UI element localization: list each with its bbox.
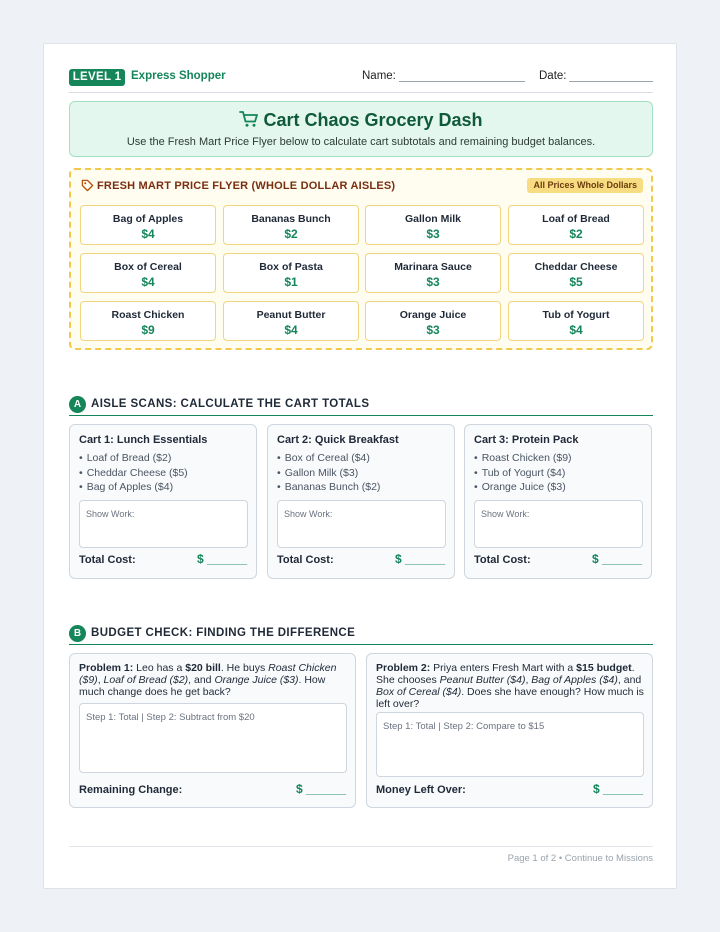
total-cost-label: Total Cost: <box>474 554 531 566</box>
flyer-item <box>223 205 359 245</box>
flyer-item-price: $4 <box>284 323 298 337</box>
problem-text <box>376 662 644 710</box>
problem-item: Peanut Butter ($4) <box>439 674 526 686</box>
flyer-item-name: Marinara Sauce <box>394 261 472 273</box>
section-b-header <box>69 625 653 645</box>
flyer-item-price: $4 <box>141 227 155 241</box>
flyer-item <box>508 301 644 341</box>
problem-item: Box of Cereal ($4) <box>376 686 462 698</box>
name-label: Name: <box>362 70 396 82</box>
shopping-cart-icon <box>239 110 259 128</box>
flyer-item-name: Bag of Apples <box>112 213 184 225</box>
cart-item: • Tub of Yogurt ($4) <box>474 466 572 481</box>
total-cost-label: Total Cost: <box>79 554 136 566</box>
answer-blank[interactable]: $ ______ <box>592 782 643 796</box>
cart-item: • Bag of Apples ($4) <box>79 480 188 495</box>
flyer-item <box>365 253 501 293</box>
flyer-item-price: $3 <box>426 227 440 241</box>
flyer-item-name: Gallon Milk <box>404 213 461 225</box>
page-title: Cart Chaos Grocery Dash <box>263 110 483 130</box>
problem-amount: $20 bill <box>185 662 221 674</box>
problem-label: Problem 2: <box>376 662 431 674</box>
problem-item: Roast Chicken ($9) <box>79 662 337 686</box>
flyer-item-name: Peanut Butter <box>256 309 326 321</box>
show-work-box[interactable] <box>474 500 643 548</box>
total-cost-blank[interactable]: $ ______ <box>591 552 642 566</box>
show-work-box[interactable] <box>79 500 248 548</box>
date-label: Date: <box>539 70 567 82</box>
problem-text <box>79 662 347 698</box>
cart-item-list <box>277 451 380 495</box>
page-footer-text: Page 1 of 2 • Continue to Missions <box>507 853 653 864</box>
flyer-item-name: Box of Pasta <box>259 261 323 273</box>
problem-amount: $15 budget <box>576 662 632 674</box>
flyer-item-price: $3 <box>426 275 440 289</box>
flyer-item <box>80 301 216 341</box>
section-b-title: BUDGET CHECK: FINDING THE DIFFERENCE <box>91 627 356 639</box>
problem-text-part: . He buys <box>220 662 269 674</box>
show-work-label: Show Work: <box>284 509 333 519</box>
section-b-badge: B <box>69 625 86 642</box>
problem-item: Bag of Apples ($4) <box>531 674 618 686</box>
flyer-item <box>80 205 216 245</box>
total-cost-label: Total Cost: <box>277 554 334 566</box>
show-work-label: Show Work: <box>481 509 530 519</box>
work-area-box[interactable] <box>376 712 644 777</box>
flyer-item <box>80 253 216 293</box>
problem-text-part: , <box>97 674 104 686</box>
cart-card-3 <box>464 424 652 579</box>
problem-card-1 <box>69 653 356 808</box>
problem-text-part: , and <box>188 674 215 686</box>
problem-card-2 <box>366 653 653 808</box>
show-work-label: Show Work: <box>86 509 135 519</box>
problem-text-part: . Does she have enough? How much is left over? <box>376 686 644 710</box>
flyer-item-price: $4 <box>141 275 155 289</box>
flyer-item-name: Roast Chicken <box>111 309 185 321</box>
section-a-title: AISLE SCANS: CALCULATE THE CART TOTALS <box>91 398 370 410</box>
section-a-badge: A <box>69 396 86 413</box>
level-badge: LEVEL 1 <box>69 69 125 86</box>
flyer-title: FRESH MART PRICE FLYER (WHOLE DOLLAR AISLES) <box>97 180 396 192</box>
flyer-item <box>223 301 359 341</box>
flyer-item-name: Box of Cereal <box>114 261 182 273</box>
flyer-item-price: $3 <box>426 323 440 337</box>
flyer-price-note-badge: All Prices Whole Dollars <box>527 178 643 193</box>
cart-title: Cart 2: Quick Breakfast <box>277 434 399 446</box>
flyer-item-price: $1 <box>284 275 298 289</box>
problem-item: Orange Juice ($3) <box>214 674 299 686</box>
answer-label: Money Left Over: <box>376 784 466 796</box>
flyer-item-price: $9 <box>141 323 155 337</box>
page-subtitle: Use the Fresh Mart Price Flyer below to calculate cart subtotals and remaining budget balances. <box>126 136 596 148</box>
cart-title: Cart 3: Protein Pack <box>474 434 579 446</box>
cart-item-list <box>474 451 572 495</box>
problem-text-part: , and <box>617 674 642 686</box>
answer-label: Remaining Change: <box>79 784 183 796</box>
total-cost-blank[interactable]: $ ______ <box>196 552 247 566</box>
cart-item: • Loaf of Bread ($2) <box>79 451 188 466</box>
cart-item: • Roast Chicken ($9) <box>474 451 572 466</box>
flyer-item-name: Bananas Bunch <box>251 213 331 225</box>
flyer-item-name: Cheddar Cheese <box>534 261 618 273</box>
cart-item: • Gallon Milk ($3) <box>277 466 380 481</box>
flyer-item <box>365 301 501 341</box>
flyer-item <box>508 253 644 293</box>
problem-text-part: . How much change does he get back? <box>79 674 326 698</box>
flyer-item-price: $4 <box>569 323 583 337</box>
cart-card-2 <box>267 424 455 579</box>
flyer-item-name: Tub of Yogurt <box>542 309 610 321</box>
flyer-item <box>508 205 644 245</box>
problem-item: Loaf of Bread ($2) <box>103 674 189 686</box>
flyer-item <box>365 205 501 245</box>
work-area-box[interactable] <box>79 703 347 773</box>
page-footer <box>69 846 653 864</box>
problem-text-part: . She chooses <box>376 662 635 686</box>
answer-blank[interactable]: $ ______ <box>295 782 346 796</box>
flyer-item-name: Orange Juice <box>399 309 467 321</box>
cart-item: • Box of Cereal ($4) <box>277 451 380 466</box>
price-flyer <box>69 168 653 350</box>
section-a-header <box>69 396 653 416</box>
work-area-hint: Step 1: Total | Step 2: Compare to $15 <box>383 721 545 732</box>
problem-label: Problem 1: <box>79 662 134 674</box>
cart-card-1 <box>69 424 257 579</box>
worksheet-page <box>43 43 677 889</box>
cart-item: • Cheddar Cheese ($5) <box>79 466 188 481</box>
level-name: Express Shopper <box>131 70 226 82</box>
total-cost-blank[interactable]: $ ______ <box>394 552 445 566</box>
worksheet-header <box>69 69 653 93</box>
flyer-item-price: $2 <box>569 227 583 241</box>
flyer-item-price: $2 <box>284 227 298 241</box>
flyer-item-price: $5 <box>569 275 583 289</box>
cart-item: • Orange Juice ($3) <box>474 480 572 495</box>
date-field-line[interactable] <box>569 81 653 82</box>
flyer-item-name: Loaf of Bread <box>542 213 610 225</box>
work-area-hint: Step 1: Total | Step 2: Subtract from $20 <box>86 712 255 723</box>
problem-text-part: Leo has a <box>133 662 186 674</box>
cart-item-list <box>79 451 188 495</box>
problem-text-part: Priya enters Fresh Mart with a <box>430 662 577 674</box>
cart-title: Cart 1: Lunch Essentials <box>79 434 208 446</box>
title-banner <box>69 101 653 157</box>
problem-text-part: , <box>525 674 532 686</box>
cart-item: • Bananas Bunch ($2) <box>277 480 380 495</box>
flyer-item <box>223 253 359 293</box>
show-work-box[interactable] <box>277 500 446 548</box>
name-field-line[interactable] <box>399 81 525 82</box>
price-tag-icon <box>81 179 94 192</box>
